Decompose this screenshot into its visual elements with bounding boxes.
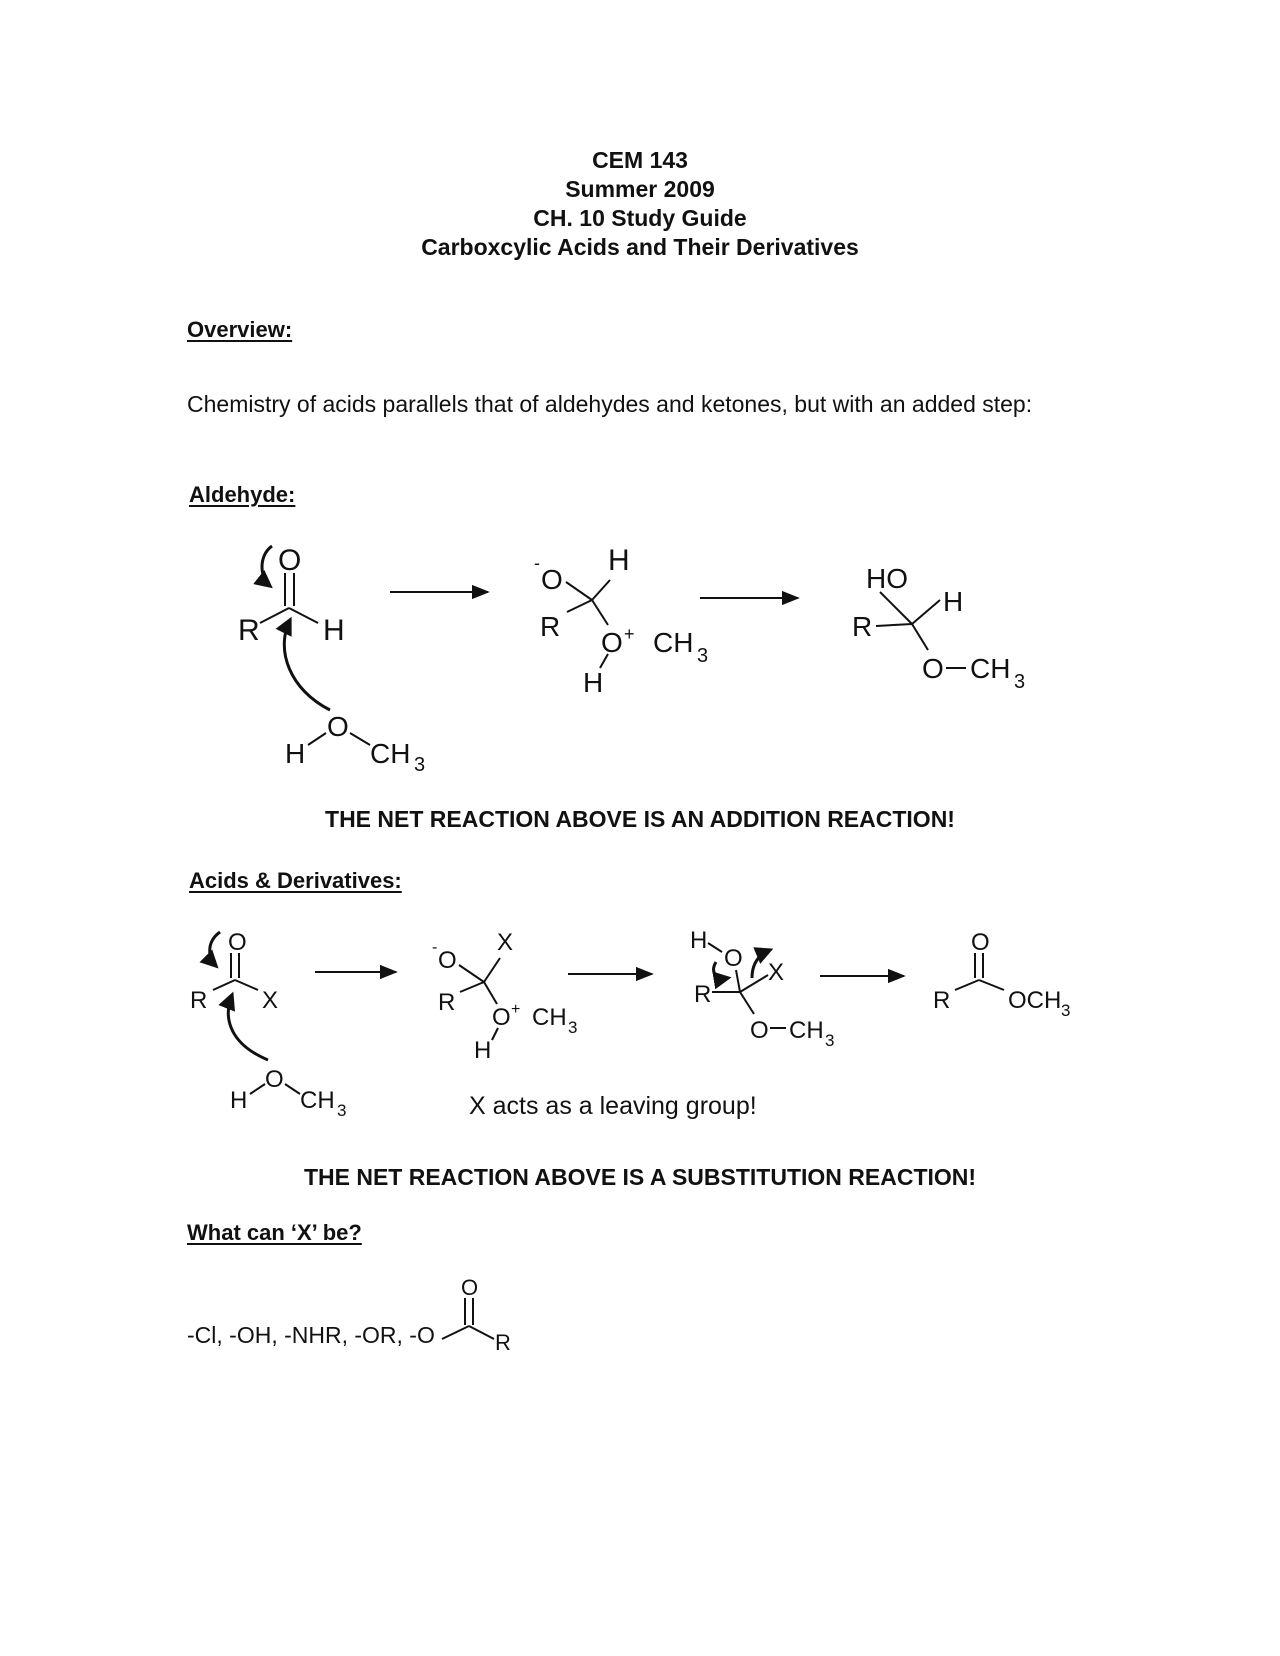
svg-text:3: 3 [414,754,426,776]
svg-text:CH: CH [970,653,1011,684]
svg-text:R: R [694,981,712,1008]
svg-text:R: R [852,611,873,642]
overview-heading: Overview: [187,317,293,342]
svg-text:3: 3 [825,1031,835,1050]
svg-text:CH: CH [653,627,694,658]
svg-text:H: H [943,586,964,617]
svg-text:-: - [432,939,438,956]
svg-text:3: 3 [568,1018,578,1037]
svg-text:O: O [724,945,743,972]
svg-text:3: 3 [1014,671,1026,693]
svg-text:+: + [624,624,635,644]
svg-text:3: 3 [697,645,709,667]
atom-o: O [278,544,302,577]
svg-text:O: O [228,929,247,956]
term: Summer 2009 [565,176,715,202]
svg-text:H: H [583,667,604,698]
svg-text:3: 3 [1061,1001,1071,1020]
svg-text:R: R [495,1330,511,1355]
svg-text:+: + [511,1001,521,1018]
svg-text:H: H [285,738,306,769]
svg-text:O: O [492,1004,511,1031]
overview-text: Chemistry of acids parallels that of aldehydes and ketones, but with an added step: [187,391,1033,417]
atom-r: R [238,614,260,647]
svg-text:O: O [461,1275,479,1300]
acids-heading: Acids & Derivatives: [189,868,402,893]
svg-text:H: H [474,1037,492,1064]
svg-text:X: X [262,987,279,1014]
svg-text:O: O [750,1017,769,1044]
svg-text:O: O [438,947,457,974]
svg-text:O: O [971,929,990,956]
svg-text:O: O [265,1066,284,1093]
svg-text:R: R [540,611,561,642]
aldehyde-heading: Aldehyde: [189,482,296,507]
svg-text:R: R [190,987,208,1014]
chapter-title: CH. 10 Study Guide [533,205,747,231]
svg-text:HO: HO [866,563,908,594]
substitution-net-reaction: THE NET REACTION ABOVE IS A SUBSTITUTION REACTION! [303,1164,977,1190]
course-title: CEM 143 [592,147,688,173]
svg-text:CH: CH [300,1087,335,1114]
x-heading: What can ‘X’ be? [187,1220,362,1245]
x-list: -Cl, -OH, -NHR, -OR, -O [187,1322,435,1348]
svg-text:CH: CH [789,1017,824,1044]
svg-text:H: H [690,927,708,954]
svg-text:H: H [230,1087,248,1114]
svg-text:R: R [933,987,951,1014]
atom-h: H [323,614,345,647]
svg-text:CH: CH [370,738,411,769]
svg-text:CH: CH [532,1004,567,1031]
svg-text:OCH: OCH [1008,987,1062,1014]
addition-net-reaction: THE NET REACTION ABOVE IS AN ADDITION REACTION! [325,806,955,832]
svg-text:R: R [438,989,456,1016]
svg-text:-: - [534,553,540,573]
topic-title: Carboxcylic Acids and Their Derivatives [421,234,859,260]
svg-text:O: O [601,627,623,658]
leaving-group-note: X acts as a leaving group! [469,1092,757,1120]
svg-text:O: O [327,711,349,742]
svg-text:O: O [541,564,563,595]
svg-text:X: X [497,929,514,956]
svg-text:H: H [608,544,630,577]
svg-text:X: X [768,959,785,986]
svg-text:3: 3 [337,1101,347,1120]
svg-text:O: O [922,653,944,684]
